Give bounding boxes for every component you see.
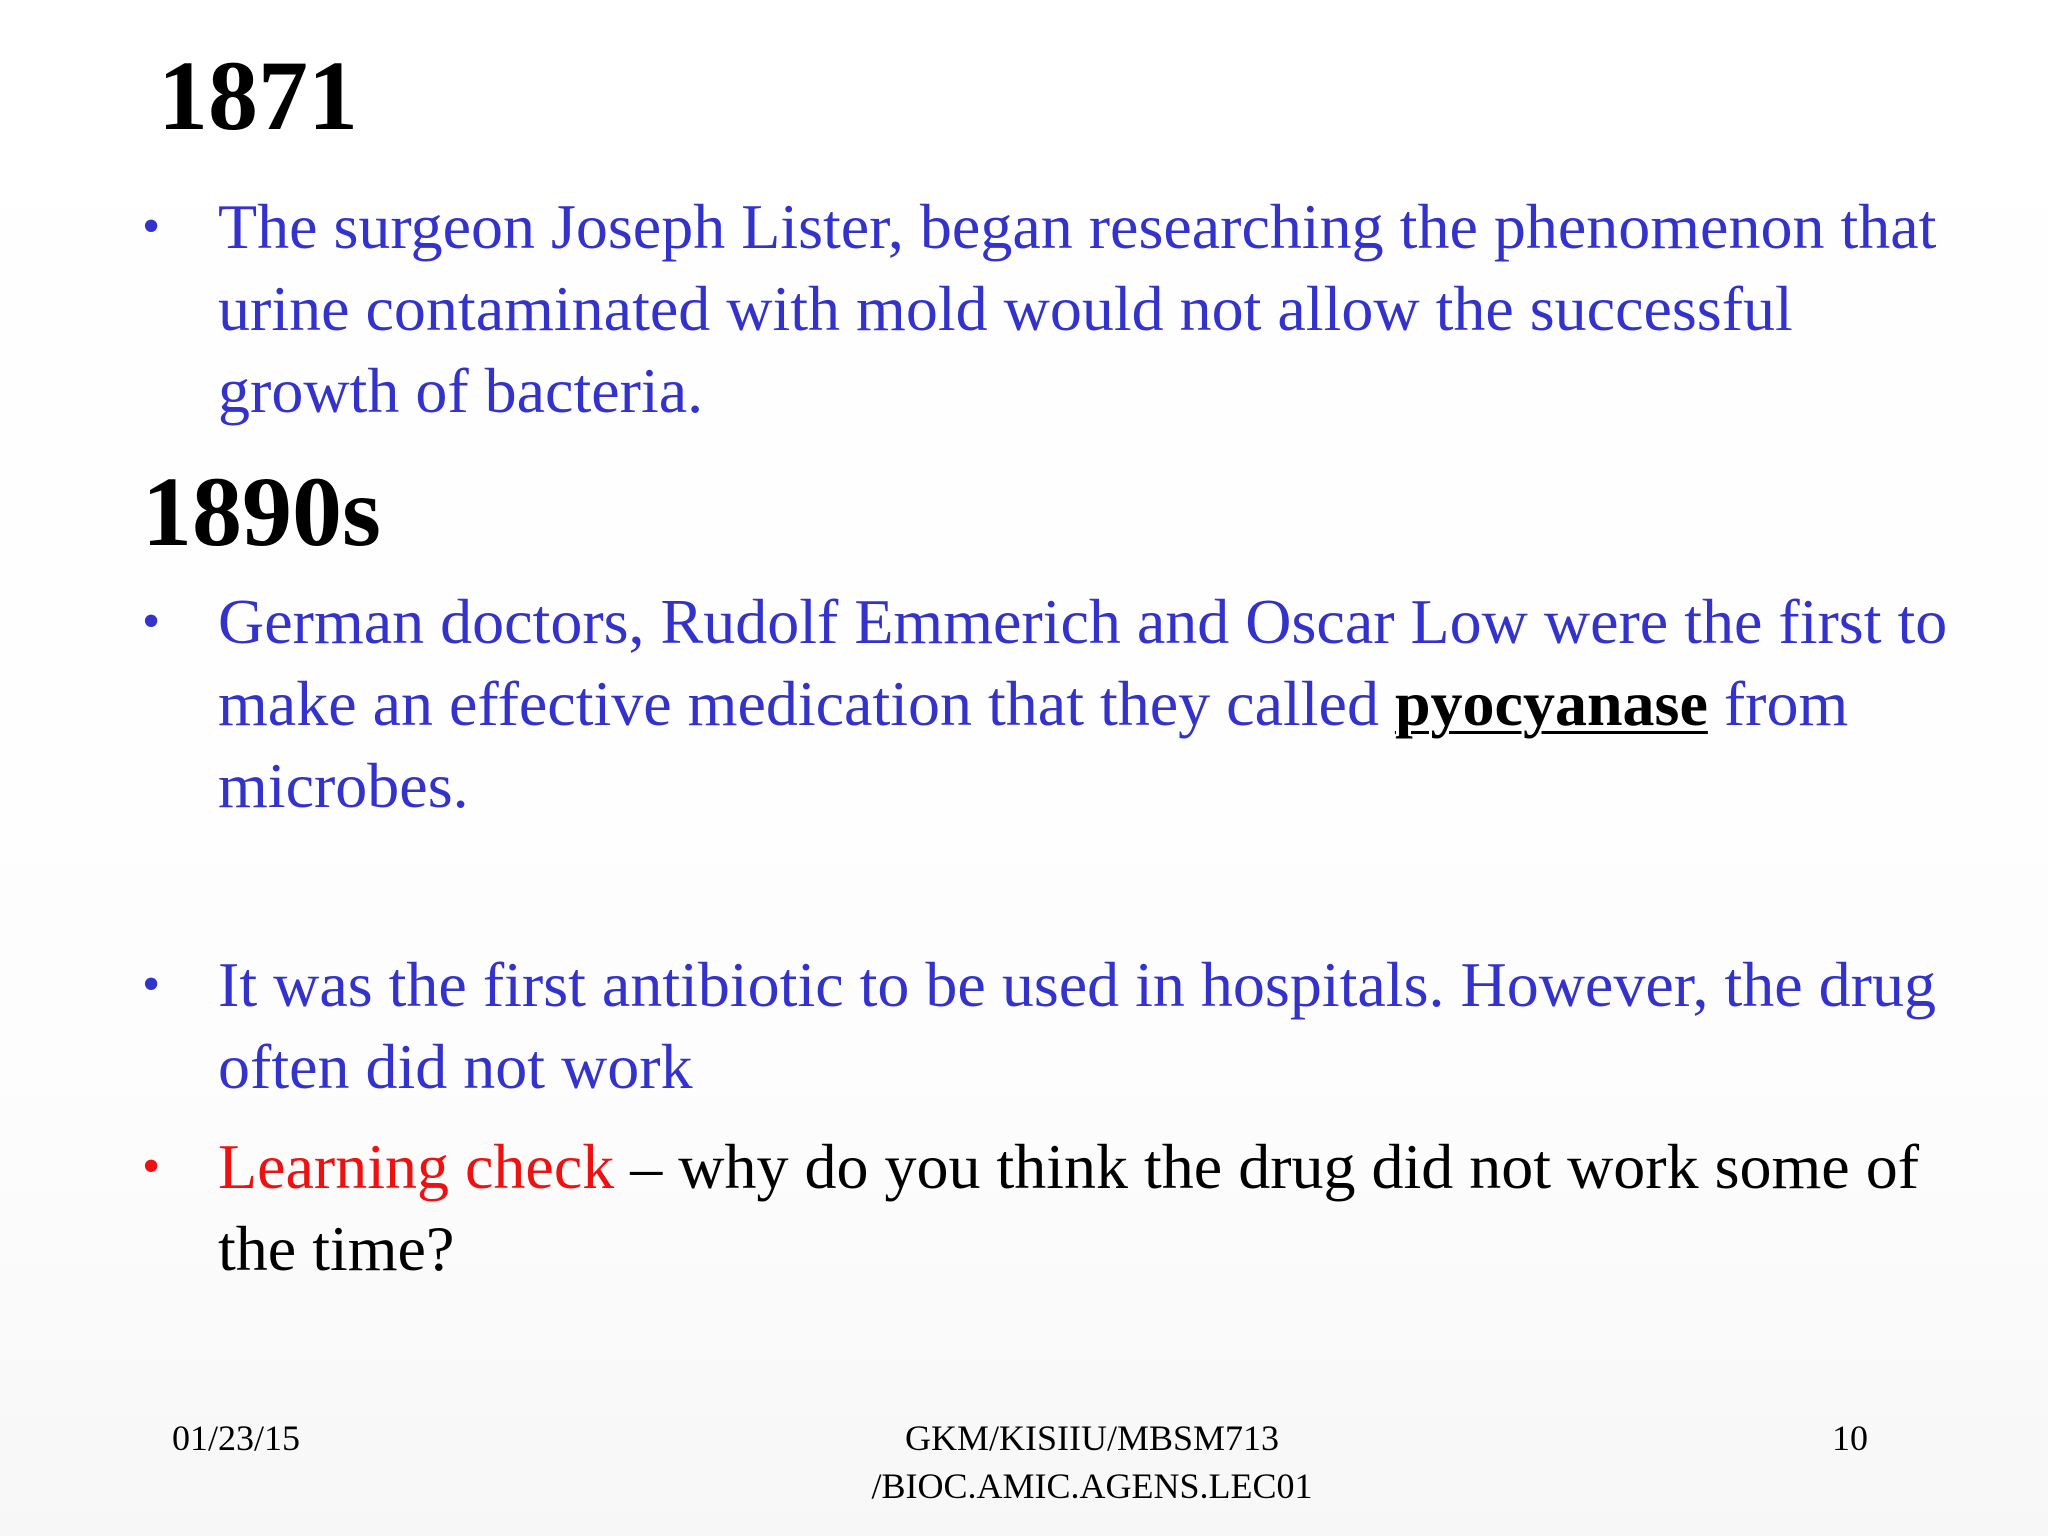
bullet-marker: • xyxy=(142,1138,161,1195)
section-heading-1890s: 1890s xyxy=(142,456,381,567)
bullet-marker: • xyxy=(142,593,161,650)
learning-check-question: – why do you think the drug did not work some of the time? xyxy=(218,1131,1919,1284)
bullet-text: It was the first antibiotic to be used in hospitals. However, the drug often did not work xyxy=(218,949,1936,1102)
bullet-item-learning-check xyxy=(142,1126,2022,1290)
bullet-item-first-antibiotic xyxy=(142,944,2022,1108)
footer-course-code xyxy=(792,1414,1392,1510)
bullet-text xyxy=(218,581,1978,827)
footer-course-line-2: /BIOC.AMIC.AGENS.LEC01 xyxy=(871,1466,1313,1506)
bullet-text-after: from microbes. xyxy=(218,668,1849,821)
footer-date: 01/23/15 xyxy=(172,1418,301,1458)
bullet-item-emmerich xyxy=(142,581,2022,827)
bullet-marker: • xyxy=(142,198,161,255)
bullet-text xyxy=(218,1126,1978,1290)
bullet-item-lister xyxy=(142,186,2022,432)
footer-page-number: 10 xyxy=(1832,1418,1868,1458)
learning-check-label: Learning check xyxy=(218,1131,615,1202)
footer-course-line-1: GKM/KISIIU/MBSM713 xyxy=(904,1418,1280,1458)
bullet-marker: • xyxy=(142,956,161,1013)
section-heading-1871: 1871 xyxy=(158,40,358,151)
bullet-text: The surgeon Joseph Lister, began researching the phenomenon that urine contaminated with mold would not allow the successful growth of bacteria. xyxy=(218,191,1937,426)
bullet-text-before: German doctors, Rudolf Emmerich and Oscar Low were the first to make an effective medication that they called xyxy=(218,586,1948,739)
term-pyocyanase: pyocyanase xyxy=(1394,668,1708,739)
